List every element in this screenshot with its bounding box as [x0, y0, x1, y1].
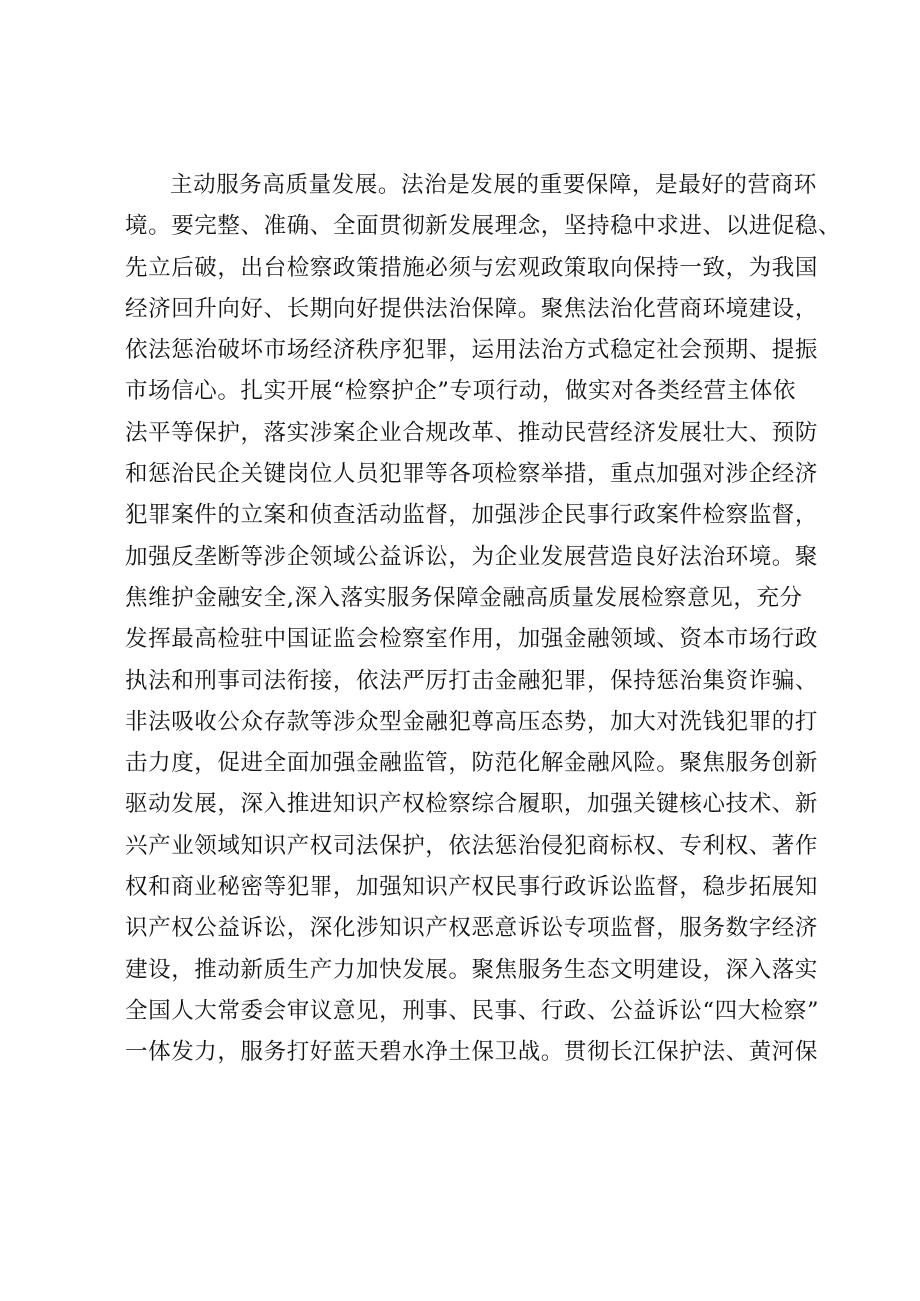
paragraph-line: 境。要完整、准确、全面贯彻新发展理念，坚持稳中求进、以进促稳、 [125, 213, 842, 240]
paragraph-line: 驱动发展，深入推进知识产权检察综合履职，加强关键核心技术、新 [125, 791, 819, 818]
paragraph-line: 先立后破，出台检察政策措施必须与宏观政策取向保持一致，为我国 [125, 254, 819, 281]
paragraph-line: 全国人大常委会审议意见，刑事、民事、行政、公益诉讼“四大检察” [125, 997, 820, 1024]
body-paragraph [125, 165, 842, 1074]
paragraph-line: 经济回升向好、长期向好提供法治保障。聚焦法治化营商环境建设， [125, 295, 819, 322]
paragraph-line: 建设，推动新质生产力加快发展。聚焦服务生态文明建设，深入落实 [125, 956, 819, 983]
paragraph-line: 一体发力，服务打好蓝天碧水净土保卫战。贯彻长江保护法、黄河保 [125, 1039, 819, 1066]
paragraph-line: 主动服务高质量发展。法治是发展的重要保障，是最好的营商环 [170, 172, 817, 198]
paragraph-line: 击力度，促进全面加强金融监管，防范化解金融风险。聚焦服务创新 [125, 750, 819, 777]
paragraph-line: 犯罪案件的立案和侦查活动监督，加强涉企民事行政案件检察监督， [125, 502, 819, 529]
paragraph-line: 权和商业秘密等犯罪，加强知识产权民事行政诉讼监督，稳步拓展知 [125, 874, 819, 901]
paragraph-line: 市场信心。扎实开展“检察护企”专项行动，做实对各类经营主体依 [125, 378, 797, 405]
paragraph-line: 加强反垄断等涉企领域公益诉讼，为企业发展营造良好法治环境。聚 [125, 543, 819, 570]
paragraph-line: 兴产业领域知识产权司法保护，依法惩治侵犯商标权、专利权、著作 [125, 832, 819, 859]
paragraph-line: 发挥最高检驻中国证监会检察室作用，加强金融领域、资本市场行政 [125, 626, 819, 653]
paragraph-line: 焦维护金融安全,深入落实服务保障金融高质量发展检察意见，充分 [125, 584, 803, 611]
paragraph-line: 执法和刑事司法衔接，依法严厉打击金融犯罪，保持惩治集资诈骗、 [125, 667, 819, 694]
paragraph-line: 法平等保护，落实涉案企业合规改革、推动民营经济发展壮大、预防 [125, 419, 819, 446]
paragraph-line: 识产权公益诉讼，深化涉知识产权恶意诉讼专项监督，服务数字经济 [125, 915, 819, 942]
paragraph-line: 和惩治民企关键岗位人员犯罪等各项检察举措，重点加强对涉企经济 [125, 461, 819, 488]
paragraph-line: 依法惩治破坏市场经济秩序犯罪，运用法治方式稳定社会预期、提振 [125, 337, 819, 364]
paragraph-line: 非法吸收公众存款等涉众型金融犯尊高压态势，加大对洗钱犯罪的打 [125, 708, 819, 735]
